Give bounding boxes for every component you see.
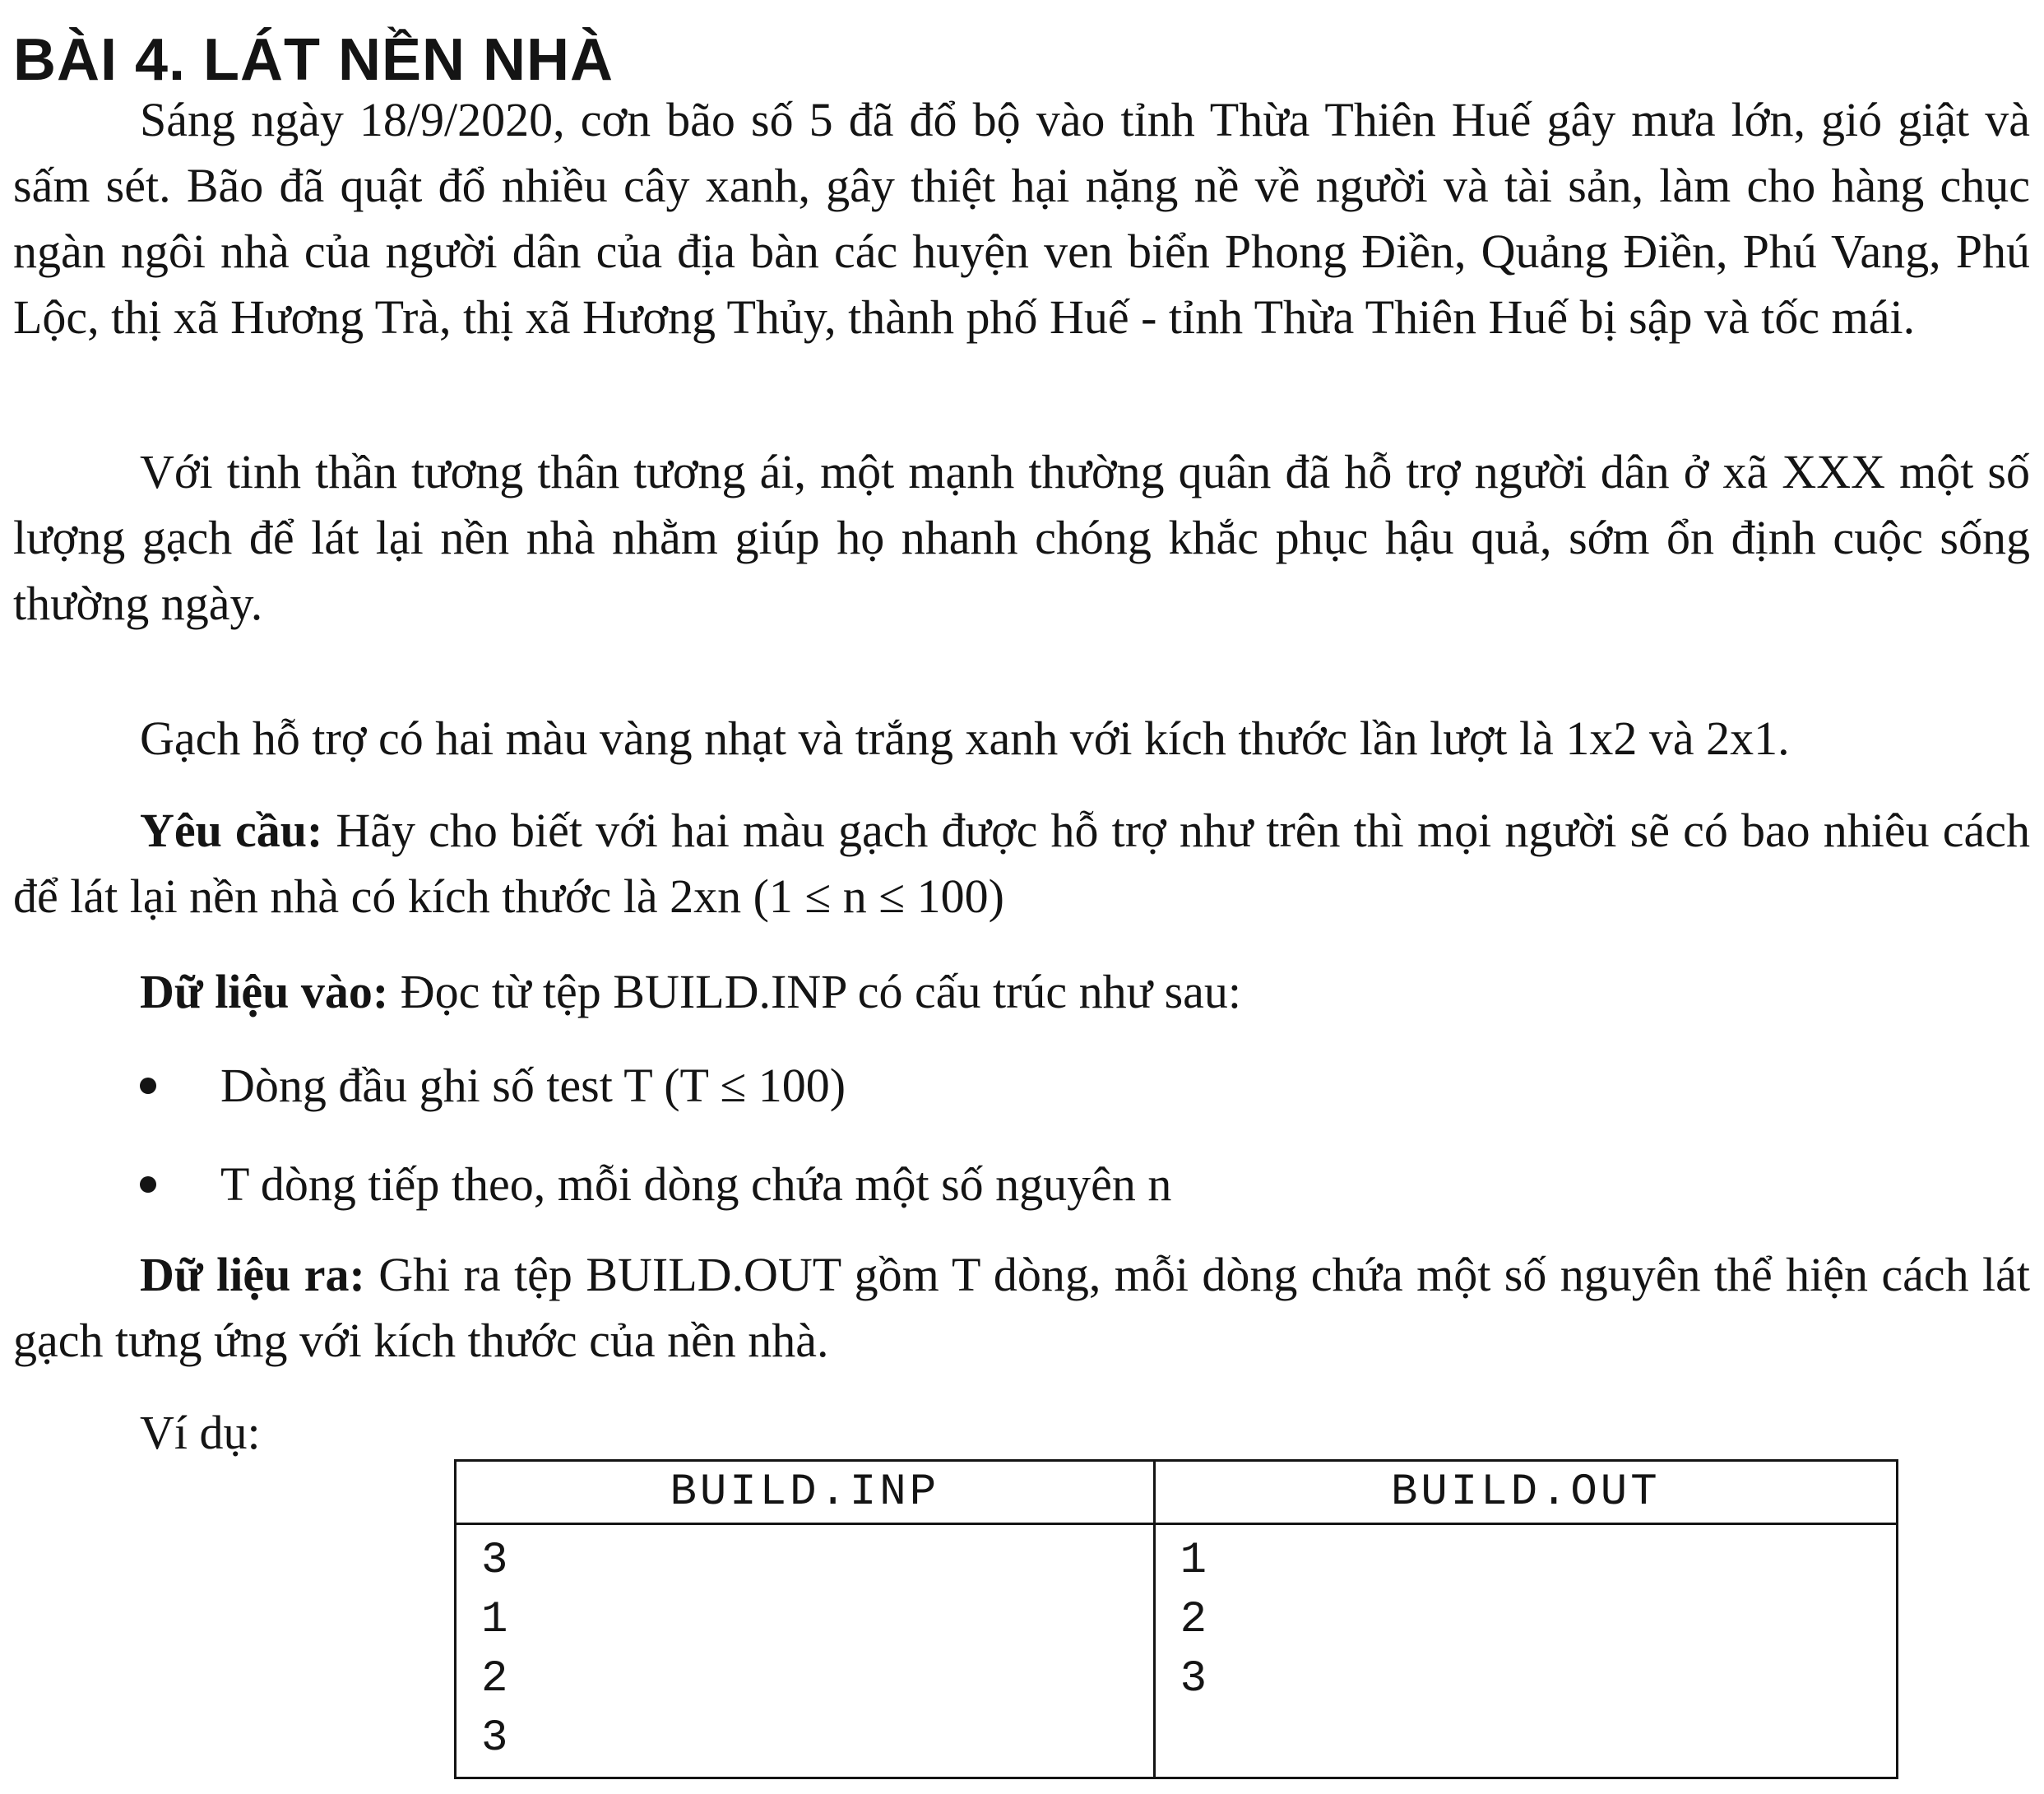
input-line: 1: [481, 1595, 508, 1645]
output-file-header: BUILD.OUT: [1154, 1461, 1897, 1524]
requirement-paragraph: [13, 798, 2030, 929]
input-file-header: BUILD.INP: [456, 1461, 1155, 1524]
input-line: 2: [481, 1654, 508, 1704]
output-spec-text: Ghi ra tệp BUILD.OUT gồm T dòng, mỗi dòng chứa một số nguyên thể hiện cách lát gạch tưng ứng với kích thước của nền nhà.: [13, 1248, 2030, 1367]
output-line: 1: [1180, 1536, 1207, 1586]
requirement-text: Hãy cho biết với hai màu gạch được hỗ trợ như trên thì mọi người sẽ có bao nhiêu cách để lát lại nền nhà có kích thước là 2xn (1 ≤ n ≤ 100): [13, 804, 2030, 923]
story-paragraph-1: Sáng ngày 18/9/2020, cơn bão số 5 đã đổ bộ vào tỉnh Thừa Thiên Huế gây mưa lớn, gió giật và sấm sét. Bão đã quật đổ nhiều cây xanh, gây thiệt hại nặng nề về người và tài sản, làm cho hàng chục ngàn ngôi nhà của người dân của địa bàn các huyện ven biển Phong Điền, Quảng Điền, Phú Vang, Phú Lộc, thị xã Hương Trà, thị xã Hương Thủy, thành phố Huế - tỉnh Thừa Thiên Huế bị sập và tốc mái.: [13, 93, 2030, 344]
story-paragraph-2: Với tinh thần tương thân tương ái, một mạnh thường quân đã hỗ trợ người dân ở xã XXX một số lượng gạch để lát lại nền nhà nhằm giúp họ nhanh chóng khắc phục hậu quả, sớm ổn định cuộc sống thường ngày.: [13, 445, 2030, 630]
example-label: Ví dụ:: [140, 1406, 261, 1459]
output-spec-label: Dữ liệu ra:: [140, 1248, 365, 1301]
example-table: [454, 1459, 1898, 1779]
tile-description: Gạch hỗ trợ có hai màu vàng nhạt và trắng xanh với kích thước lần lượt là 1x2 và 2x1.: [140, 712, 1790, 765]
output-file-content: [1154, 1524, 1897, 1778]
bullet-icon: [140, 1176, 156, 1193]
input-spec-text: Đọc từ tệp BUILD.INP có cấu trúc như sau:: [388, 965, 1242, 1018]
input-bullet-item: [140, 1053, 846, 1119]
output-line: 3: [1180, 1654, 1207, 1704]
output-line: 2: [1180, 1595, 1207, 1645]
input-spec-label: Dữ liệu vào:: [140, 965, 389, 1018]
input-line: 3: [481, 1713, 508, 1764]
input-bullet-item: [140, 1152, 1171, 1217]
output-spec-paragraph: [13, 1242, 2030, 1374]
input-bullet-text: Dòng đầu ghi số test T (T ≤ 100): [220, 1059, 846, 1112]
input-file-content: [456, 1524, 1155, 1778]
input-bullet-text: T dòng tiếp theo, mỗi dòng chứa một số nguyên n: [220, 1157, 1172, 1211]
input-line: 3: [481, 1536, 508, 1586]
input-spec-paragraph: [13, 959, 2030, 1025]
bullet-icon: [140, 1078, 156, 1094]
requirement-label: Yêu cầu:: [140, 804, 323, 857]
problem-title: BÀI 4. LÁT NỀN NHÀ: [13, 27, 614, 93]
